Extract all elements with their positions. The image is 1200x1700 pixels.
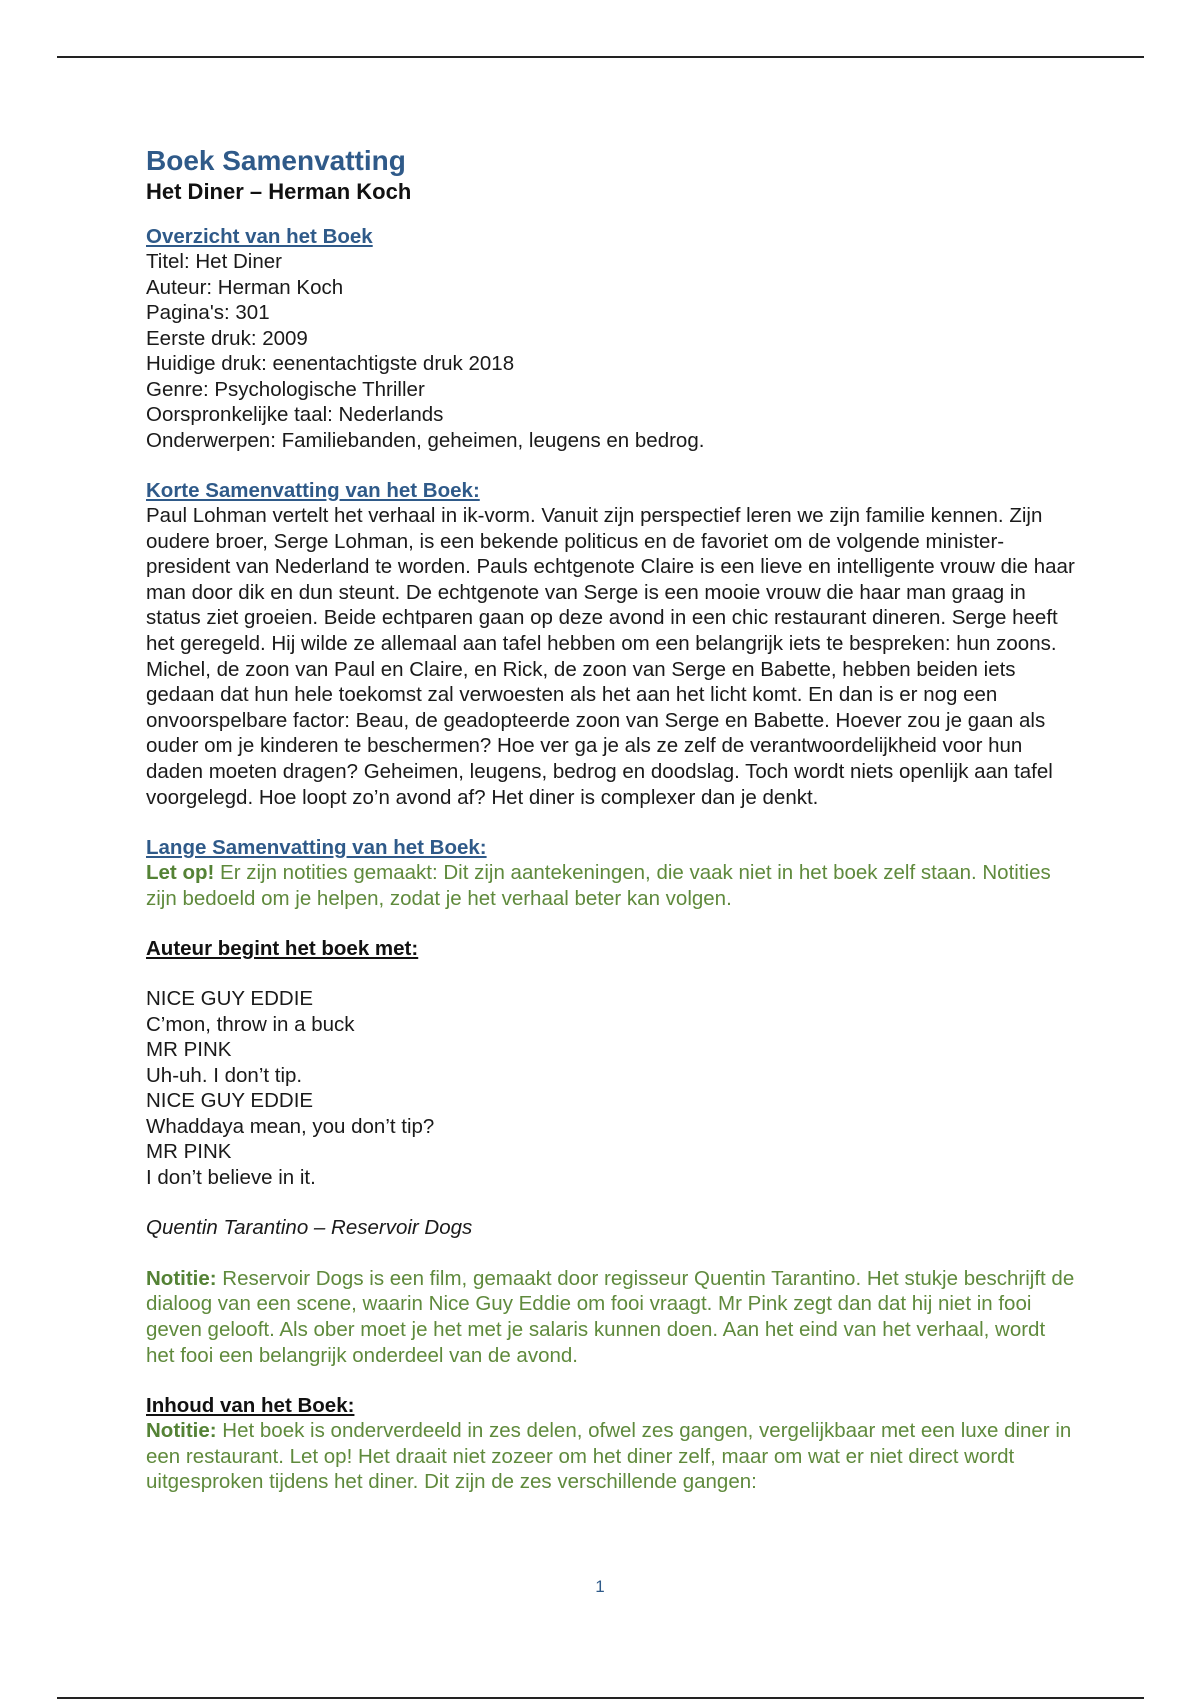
dialogue-line: Whaddaya mean, you don’t tip? (146, 1114, 435, 1138)
author-start-heading: Auteur begint het boek met: (146, 937, 419, 961)
footer-rule (57, 1697, 1144, 1699)
page-number: 1 (595, 1577, 605, 1596)
overview-line: Pagina's: 301 (146, 301, 270, 324)
note-label: Notitie: (146, 1266, 217, 1290)
overview-line: Oorspronkelijke taal: Nederlands (146, 403, 444, 426)
short-summary-heading: Korte Samenvatting van het Boek: (146, 479, 480, 502)
overview-heading: Overzicht van het Boek (146, 225, 373, 248)
dialogue-line: C’mon, throw in a buck (146, 1012, 355, 1036)
long-summary-section (146, 835, 1076, 911)
long-summary-heading: Lange Samenvatting van het Boek: (146, 836, 487, 860)
overview-section (146, 224, 1076, 453)
dialogue-line: Uh-uh. I don’t tip. (146, 1063, 303, 1087)
header-rule (57, 56, 1144, 58)
overview-line: Genre: Psychologische Thriller (146, 377, 425, 401)
dialogue-line: MR PINK (146, 1140, 232, 1164)
dialogue-line: NICE GUY EDDIE (146, 987, 314, 1011)
short-summary-section (146, 478, 1076, 810)
overview-line: Onderwerpen: Familiebanden, geheimen, leugens en bedrog. (146, 428, 705, 452)
contents-note (146, 1418, 1076, 1495)
overview-line: Huidige druk: eenentachtigste druk 2018 (146, 352, 515, 375)
note-text: Er zijn notities gemaakt: Dit zijn aantekeningen, die vaak niet in het boek zelf staan. Notities zijn bedoeld om je helpen, zodat je het verhaal beter kan volgen. (146, 861, 1051, 910)
page-subtitle: Het Diner – Herman Koch (146, 179, 412, 204)
note-text: Het boek is onderverdeeld in zes delen, ofwel zes gangen, vergelijkbaar met een luxe diner in een restaurant. Let op! Het draait niet zozeer om het diner zelf, maar om wat er niet direct wordt uitgesproken tijdens het diner. Dit zijn de zes verschillende gangen: (146, 1419, 1072, 1494)
overview-line: Eerste druk: 2009 (146, 326, 308, 350)
contents-heading: Inhoud van het Boek: (146, 1394, 355, 1418)
reservoir-dogs-note (146, 1266, 1076, 1368)
long-summary-note (146, 860, 1076, 911)
author-start-section (146, 936, 1076, 1368)
note-text: Reservoir Dogs is een film, gemaakt door regisseur Quentin Tarantino. Het stukje beschrijft de dialoog van een scene, waarin Nice Guy Eddie om fooi vraagt. Mr Pink zegt dan dat hij niet in fooi geven gelooft. Als ober moet je het met je salaris kunnen doen. Aan het eind van het verhaal, wordt het fooi een belangrijk onderdeel van de avond. (146, 1266, 1075, 1367)
overview-line: Auteur: Herman Koch (146, 275, 344, 299)
quote-source: Quentin Tarantino – Reservoir Dogs (146, 1216, 473, 1240)
short-summary-text: Paul Lohman vertelt het verhaal in ik-vorm. Vanuit zijn perspectief leren we zijn familie kennen. Zijn oudere broer, Serge Lohman, is een bekende politicus en de favoriet om de volgende minister-president van Nederland te worden. Pauls echtgenote Claire is een lieve en intelligente vrouw die haar man door dik en dun steunt. De echtgenote van Serge is een mooie vrouw die haar man graag in status ziet groeien. Beide echtparen gaan op deze avond in een chic restaurant dineren. Serge heeft het geregeld. Hij wilde ze allemaal aan tafel hebben om een belangrijk iets te bespreken: hun zoons. Michel, de zoon van Paul en Claire, en Rick, de zoon van Serge en Babette, hebben beiden iets gedaan dat hun hele toekomst zal verwoesten als het aan het licht komt. En dan is er nog een onvoorspelbare factor: Beau, de geadopteerde zoon van Serge en Babette. Hoever zou je gaan als ouder om je kinderen te beschermen? Hoe ver ga je als ze zelf de verantwoordelijkheid voor hun daden moeten dragen? Geheimen, leugens, bedrog en doodslag. Toch wordt niets openlijk aan tafel voorgelegd. Hoe loopt zo’n avond af? Het diner is complexer dan je denkt. (146, 504, 1075, 809)
contents-section (146, 1393, 1076, 1495)
page-title: Boek Samenvatting (146, 145, 406, 176)
document-body (146, 144, 1076, 1495)
dialogue-line: MR PINK (146, 1038, 232, 1062)
note-label: Let op! (146, 861, 215, 885)
overview-line: Titel: Het Diner (146, 250, 282, 273)
dialogue-line: I don’t believe in it. (146, 1165, 316, 1189)
note-label: Notitie: (146, 1419, 217, 1443)
dialogue-line: NICE GUY EDDIE (146, 1089, 314, 1113)
